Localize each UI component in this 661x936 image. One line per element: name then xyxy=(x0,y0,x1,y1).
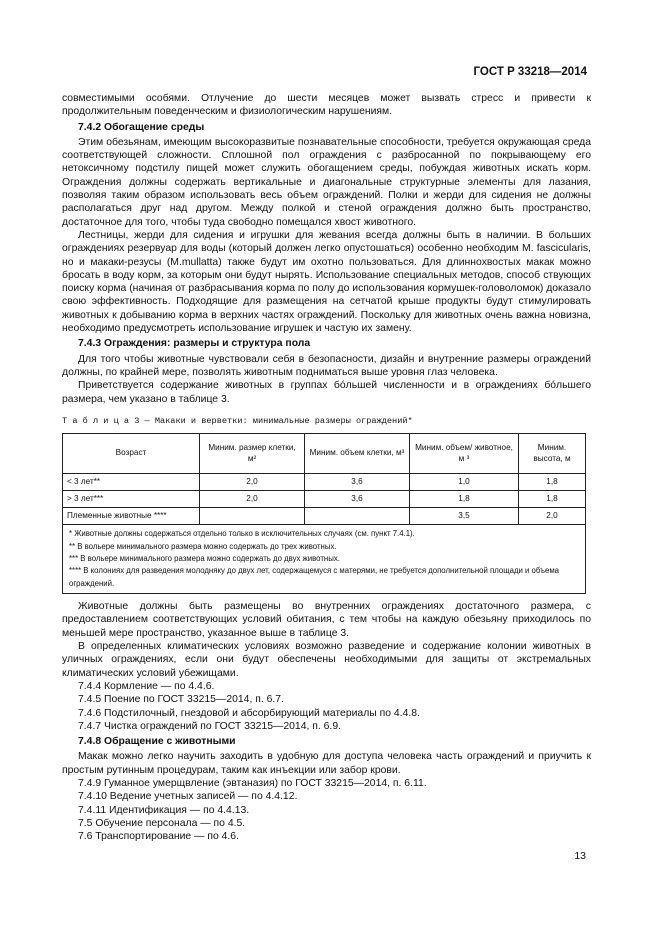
table-cell: < 3 лет** xyxy=(63,474,200,491)
table-cell: 2,0 xyxy=(200,474,305,491)
table-cell: 1,8 xyxy=(519,491,586,508)
paragraph: Этим обезьянам, имеющим высокоразвитые познавательные способности, требуется окружающая среда соответствующей сложности. Сплошной пол ограждения с разбросанной по покрывающему его нетоксичному подстилу пищей может служить обогащением среды, побуждая животных искать корм. Ограждения должны содержать вертикальные и диагональные структурные элементы для лазания, позволяя таким образом использовать весь объем ограждений. Полки и жерди для сидения не должны располагаться друг над другом. Между полкой и стеной ограждения должно быть пространство, достаточное для того, чтобы туда свободно помещался хвост животного. xyxy=(62,136,591,228)
clause-item: 7.4.10 Ведение учетных записей — по 4.4.12. xyxy=(78,791,298,803)
page-number: 13 xyxy=(574,850,586,862)
table-notes xyxy=(63,525,586,594)
table-cell: 2,0 xyxy=(519,508,586,525)
paragraph: В определенных климатических условиях возможно разведение и содержание колонии животных в уличных ограждениях, если они будут обеспечены необходимыми для защиты от экстремальных климатических условий убежищами. xyxy=(62,641,591,679)
table-note: **** В колониях для разведения молодняку до двух лет, содержащемуся с матерями, не требуется дополнительной площади и объема ограждений. xyxy=(69,566,560,588)
paragraph: Приветствуется содержание животных в группах бóльшей численности и в ограждениях бóльшего размера, чем указано в таблице 3. xyxy=(62,380,591,405)
table-row xyxy=(63,491,586,508)
paragraph: Макак можно легко научить заходить в удобную для доступа человека часть ограждений и приучить к простым рутинным процедурам, таким как инъекции или забор крови. xyxy=(62,751,591,776)
paragraph: Животные должны быть размещены во внутренних ограждениях достаточного размера, с предоставлением соответствующих условий обитания, с тем чтобы на каждую обезьяну приходилось по меньшей мере пространство, указанное выше в таблице 3. xyxy=(62,601,591,639)
table-note: * Животные должны содержаться отдельно только в исключительных случаях (см. пункт 7.4.1). xyxy=(69,529,415,539)
clause-item: 7.5 Обучение персонала — по 4.5. xyxy=(78,817,246,829)
table-cell: 3,6 xyxy=(305,491,410,508)
section-heading-7-4-3: 7.4.3 Ограждения: размеры и структура пола xyxy=(78,338,311,350)
table-cell: 1,8 xyxy=(410,491,519,508)
table-cell xyxy=(200,508,305,525)
section-heading-7-4-2: 7.4.2 Обогащение среды xyxy=(78,121,205,133)
table-cell: 1,8 xyxy=(519,474,586,491)
table-cell: 3,5 xyxy=(410,508,519,525)
clause-item: 7.4.7 Чистка ограждений по ГОСТ 33215—2014, п. 6.9. xyxy=(78,720,341,732)
table-cell: Племенные животные **** xyxy=(63,508,200,525)
table-header-cell: Миним. объем клетки, м³ xyxy=(305,434,410,474)
table-row xyxy=(63,474,586,491)
table-cell: 2,0 xyxy=(200,491,305,508)
paragraph: Для того чтобы животные чувствовали себя в безопасности, дизайн и внутренние размеры ограждений должны, по крайней мере, позволять животным подниматься выше уровня глаз человека. xyxy=(62,353,591,378)
clause-item: 7.4.9 Гуманное умерщвление (эвтаназия) по ГОСТ 33215—2014, п. 6.11. xyxy=(78,778,427,790)
paragraph: совместимыми особями. Отлучение до шести месяцев может вызвать стресс и привести к продолжительным поведенческим и физиологическим нарушениям. xyxy=(62,93,591,118)
page-header: ГОСТ Р 33218—2014 xyxy=(473,66,587,78)
table-row xyxy=(63,508,586,525)
clause-item: 7.6 Транспортирование — по 4.6. xyxy=(78,831,239,843)
table-cell: 1,0 xyxy=(410,474,519,491)
table-notes-row xyxy=(63,525,586,594)
table-cell: 3,6 xyxy=(305,474,410,491)
table-header-cell: Миним. размер клетки, м² xyxy=(200,434,305,474)
clause-item: 7.4.4 Кормление — по 4.4.6. xyxy=(78,680,215,692)
paragraph: Лестницы, жерди для сидения и игрушки для жевания всегда должны быть в наличии. В больших ограждениях резервуар для воды (который должен легко опустошаться) особенно необходим M. fascicularis, но и макаки-резусы (M.mullatta) также будут им охотно пользоваться. Для длиннохвостых макак можно бросать в воду корм, за которым они будут нырять. Использование специальных методов, способ ствующих поиску корма (начиная от разбрасывания корма по полу до использования кормушек-головоломок) доказало свою эффективность. Подходящие для размещения на сетчатой крыше продукты будут стимулировать животных к добыванию корма в верхних частях ограждений. Поскольку для животных очень важна новизна, необходимо предусмотреть использование игрушек и частую их замену. xyxy=(62,229,591,335)
table-note: *** В вольере минимального размера можно содержать до двух животных. xyxy=(69,553,340,563)
table-cell: > 3 лет*** xyxy=(63,491,200,508)
table-header-row xyxy=(63,434,586,474)
section-heading-7-4-8: 7.4.8 Обращение с животными xyxy=(78,736,236,748)
clause-item: 7.4.5 Поение по ГОСТ 33215—2014, п. 6.7. xyxy=(78,694,284,706)
table-header-cell: Возраст xyxy=(63,434,200,474)
clause-item: 7.4.11 Идентификация — по 4.4.13. xyxy=(78,804,250,816)
clause-item: 7.4.6 Подстилочный, гнездовой и абсорбирующий материалы по 4.4.8. xyxy=(78,707,420,719)
table-header-cell: Миним. высота, м xyxy=(519,434,586,474)
table-note: ** В вольере минимального размера можно содержать до трех животных. xyxy=(69,541,337,551)
document-body xyxy=(62,92,591,844)
table-caption: Т а б л и ц а 3 — Макаки и верветки: минимальные размеры ограждений* xyxy=(62,415,413,426)
table-cell xyxy=(305,508,410,525)
enclosure-size-table xyxy=(62,433,586,594)
table-header-cell: Миним. объем/ животное, м ³ xyxy=(410,434,519,474)
